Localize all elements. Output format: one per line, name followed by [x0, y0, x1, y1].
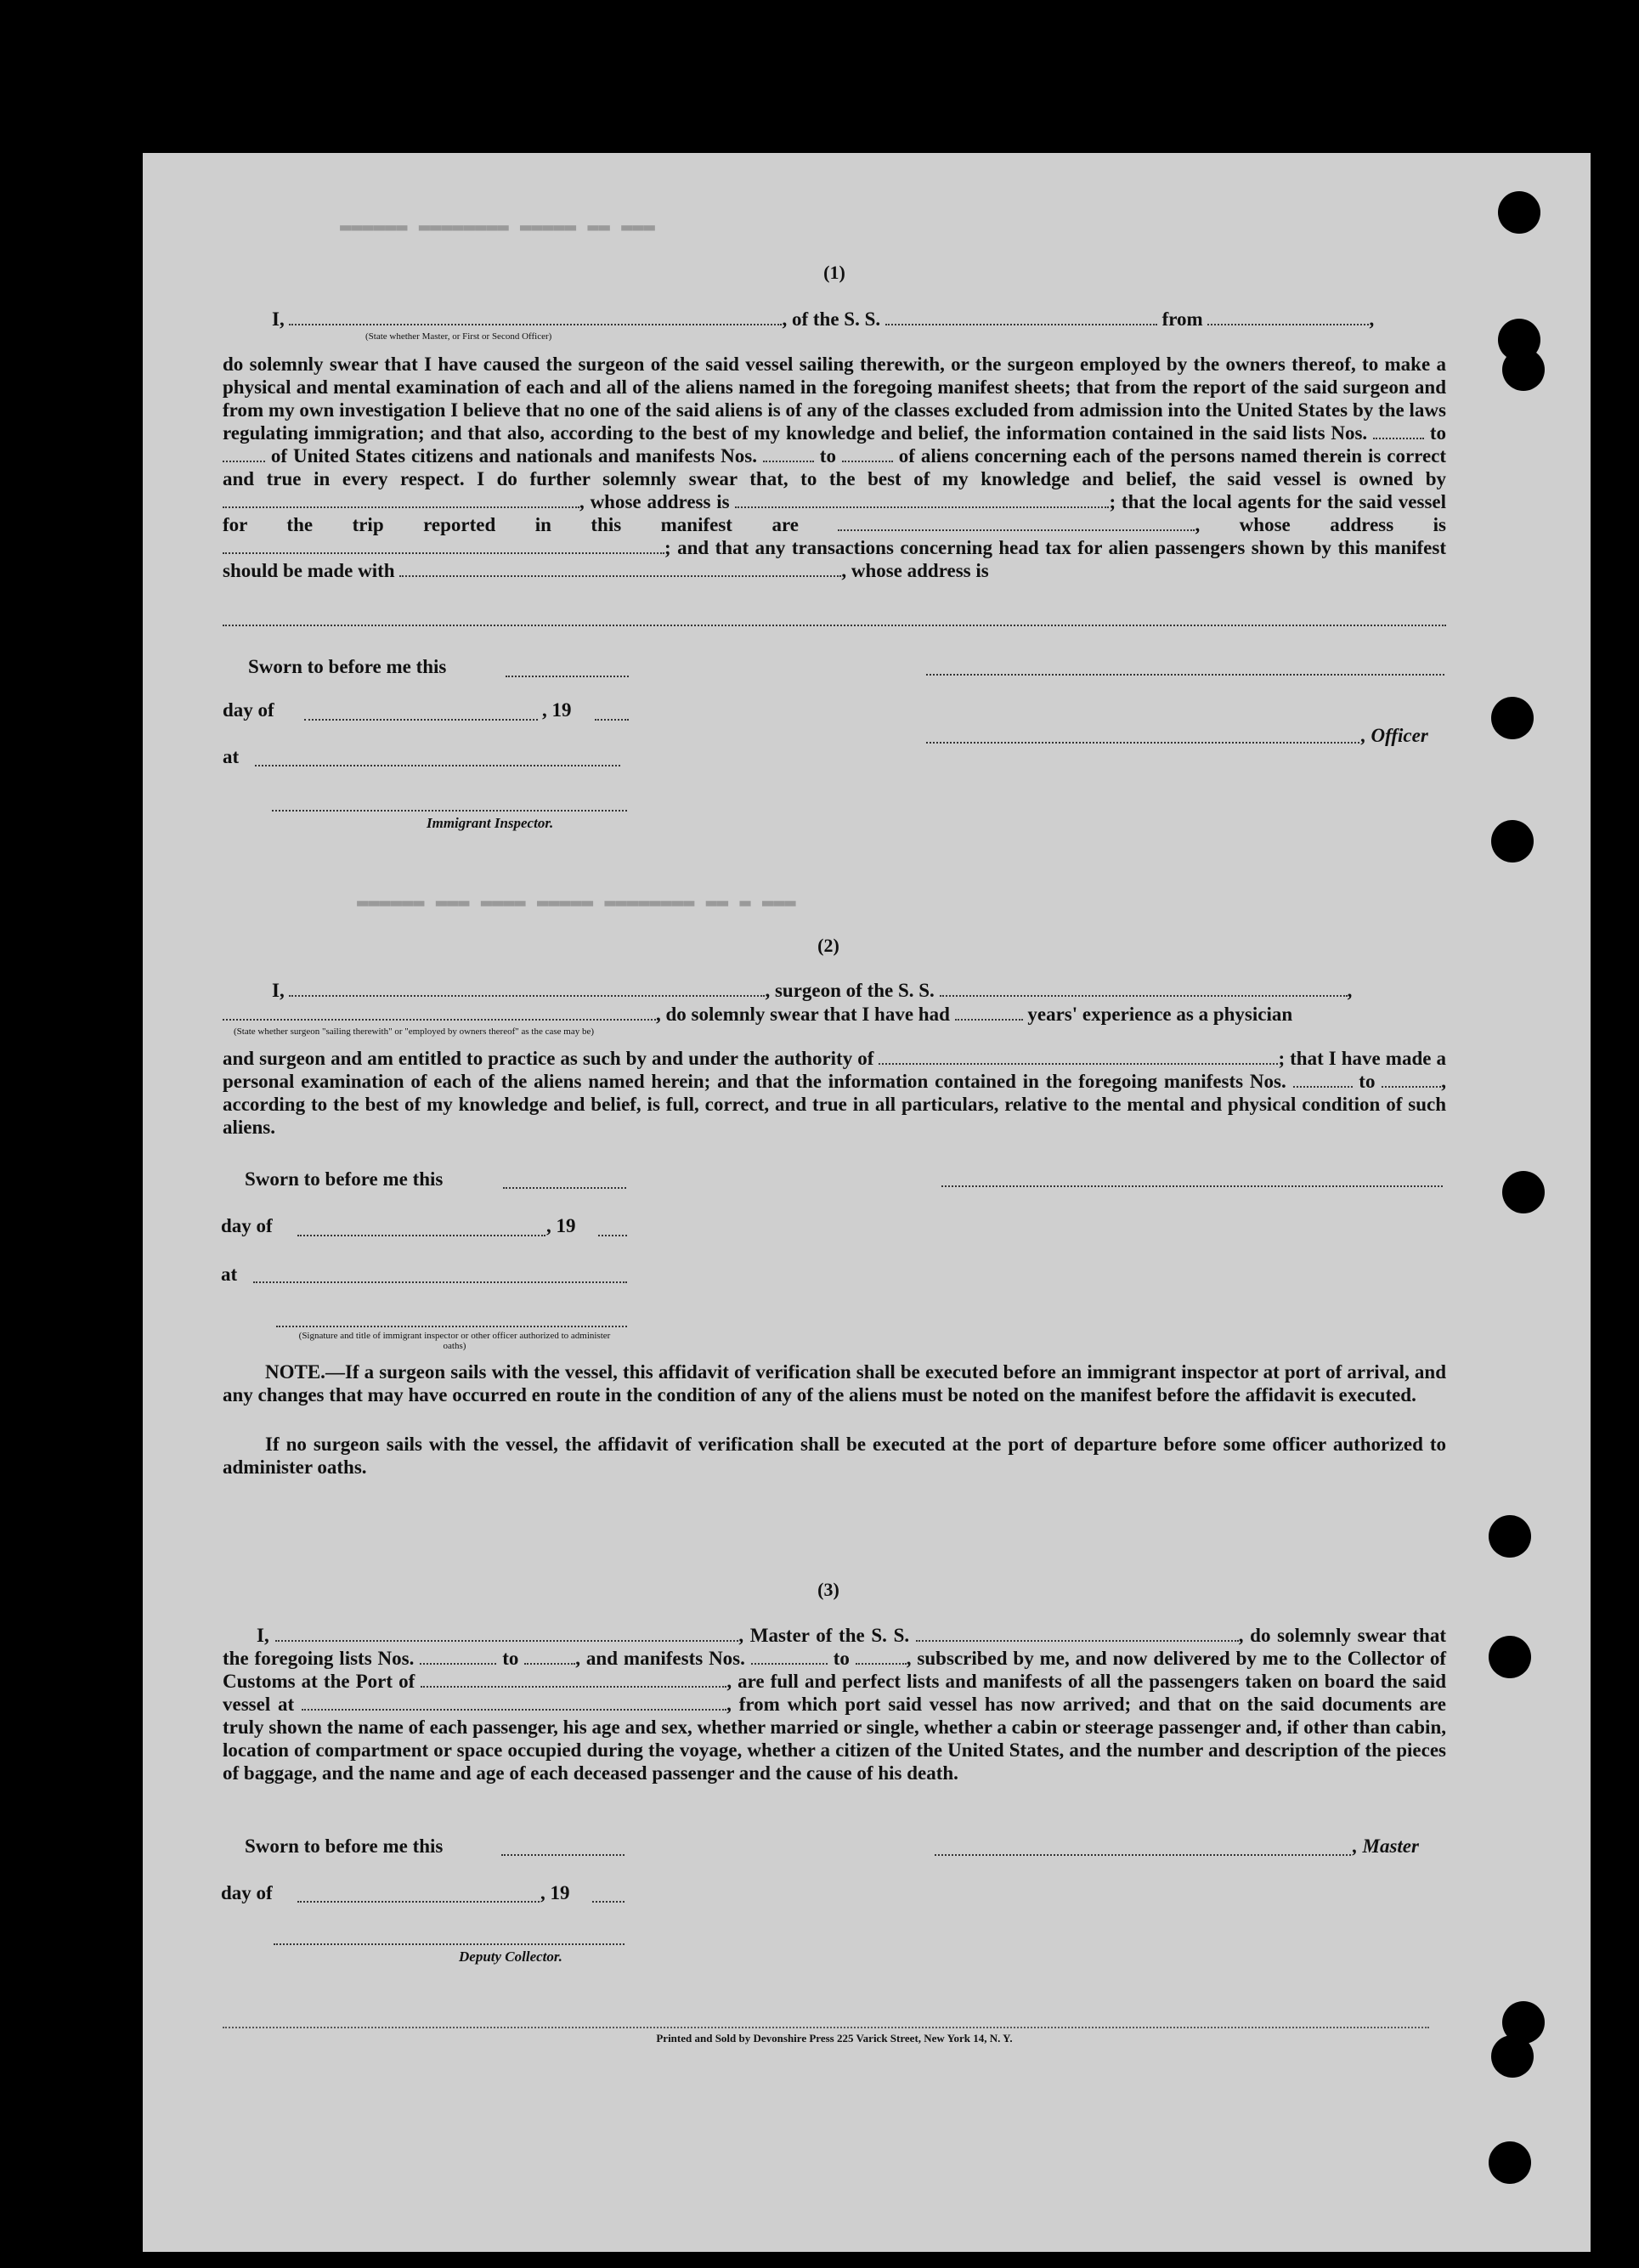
s3-lists-from-field[interactable]	[420, 1649, 496, 1665]
section1-inspector-line[interactable]	[272, 810, 627, 812]
s3-manifests-from-field[interactable]	[751, 1649, 828, 1665]
s2-manifests-from-field[interactable]	[1293, 1072, 1353, 1088]
section1-day: day of	[223, 699, 274, 721]
s3-manifests-to-field[interactable]	[856, 1649, 907, 1665]
punch-hole-icon	[1491, 820, 1534, 863]
section2-line1: I, , surgeon of the S. S. ,	[272, 980, 1353, 1001]
s3-master-name-field[interactable]	[275, 1626, 738, 1642]
section1-officer-label: , Officer	[1361, 725, 1428, 746]
experience-years-field[interactable]	[955, 1005, 1023, 1021]
owner-address-field[interactable]	[735, 493, 1109, 508]
punch-hole-icon	[1491, 697, 1534, 739]
surgeon-name-field[interactable]	[289, 981, 765, 997]
section1-body: do solemnly swear that I have caused the surgeon of the said vessel sailing therewith, or the surgeon employed by the owners thereof, to make a physical and mental examination of each and all of the aliens named in the foregoing manifest sheets; that from the report of the said surgeon and from my own investigation I believe that no one of the said aliens is of any of the classes excluded from admission into the United States by the laws regulating immigration; and that also, according to the best of my knowledge and belief, the information contained in the said lists Nos. to of United States citizens and nationals and manifests Nos. to of aliens concerning each of the persons named therein is correct and true in every respect. I do further solemnly swear that, to the best of my knowledge and belief, the said vessel is owned by , whose address is ; that the local agents for the said vessel for the trip reported in this manifest are , whose address is ; and that any transactions concerning head tax for alien passengers shown by this manifest should be made with , whose address is	[223, 353, 1447, 581]
section1-day-line[interactable]	[304, 719, 538, 721]
section3-collector-line[interactable]	[274, 1943, 625, 1945]
port-from-field[interactable]	[1207, 310, 1369, 325]
section3-master-label: , Master	[1353, 1835, 1419, 1857]
section1-at-line[interactable]	[255, 765, 620, 766]
section2-day: day of	[221, 1215, 273, 1236]
section3-year: , 19	[540, 1882, 570, 1903]
section1-from-label: from	[1161, 308, 1203, 330]
section2-year-line[interactable]	[598, 1235, 627, 1236]
section3-collector-caption: Deputy Collector.	[459, 1948, 562, 1965]
section3-year-line[interactable]	[592, 1901, 625, 1903]
master-name-field[interactable]	[289, 310, 782, 325]
section1-sworn: Sworn to before me this	[248, 656, 447, 677]
punch-hole-icon	[1502, 1171, 1545, 1213]
section2-day-line[interactable]	[297, 1235, 545, 1236]
vessel-name-field[interactable]	[885, 310, 1157, 325]
section2-line2: , do solemnly swear that I have had years' experience as a physician	[223, 1004, 1292, 1026]
punch-hole-icon	[1489, 1515, 1531, 1558]
punch-hole-icon	[1498, 191, 1540, 234]
section3-day: day of	[221, 1882, 273, 1903]
section2-signature-line[interactable]	[941, 1185, 1443, 1187]
section1-at: at	[223, 746, 240, 767]
section1-officer-top-line[interactable]	[926, 674, 1444, 676]
agents-address-field[interactable]	[223, 539, 664, 554]
lists-from-field[interactable]	[1373, 424, 1424, 439]
section3-sworn: Sworn to before me this	[245, 1835, 444, 1857]
printer-imprint: Printed and Sold by Devonshire Press 225 Varick Street, New York 14, N. Y.	[656, 2032, 1013, 2045]
section3-master-line[interactable]	[935, 1854, 1351, 1856]
footer-rule	[223, 2027, 1429, 2028]
section1-heading: (1)	[823, 262, 845, 283]
section2-at: at	[221, 1264, 238, 1285]
section2-body: and surgeon and am entitled to practice as such by and under the authority of ; that I have made a personal examination of each of the aliens named herein; and that the information contained in the foregoing manifests Nos. to , according to the best of my knowledge and belief, is full, correct, and true in all particulars, relative to the mental and physical condition of such aliens.	[223, 1048, 1447, 1138]
section2-surgeon-caption: (State whether surgeon "sailing therewith" or "employed by owners thereof" as the case may be)	[234, 1027, 595, 1037]
section2-heading: (2)	[817, 935, 839, 956]
section1-vessel-label: , of the S. S.	[782, 308, 881, 330]
lists-to-field[interactable]	[223, 447, 265, 462]
section1-rank-caption: (State whether Master, or First or Second Officer)	[365, 331, 552, 342]
section1-line1: I, , of the S. S. from ,	[272, 308, 1375, 330]
head-tax-party-field[interactable]	[399, 562, 841, 577]
section3-heading: (3)	[817, 1579, 839, 1600]
section1-officer-line[interactable]	[926, 742, 1359, 744]
bleed-through-decoration: ▬▬▬ ▬▬ ▬▬▬▬▬ ▬▬▬▬▬▬▬▬ ▬▬▬▬▬▬	[340, 217, 655, 238]
section2-year: , 19	[546, 1215, 576, 1236]
authority-field[interactable]	[879, 1049, 1278, 1065]
section3-sworn-line[interactable]	[501, 1854, 625, 1856]
section3-body: I, , Master of the S. S. , do solemnly swear that the foregoing lists Nos. to , and manifests Nos. to , subscribed by me, and now delivered by me to the Collector of Customs at the Port of , are full and perfect lists and manifests of all the passengers taken on board the said vessel at , from which port said vessel has now arrived; and that on the said documents are truly shown the name of each passenger, his age and sex, whether married or single, whether a cabin or steerage passenger and, if other than cabin, location of compartment or space occupied during the voyage, whether a citizen of the United States, and the number and description of the pieces of baggage, and the name and age of each deceased passenger and the cause of his death.	[223, 1625, 1447, 1784]
section2-at-line[interactable]	[253, 1281, 627, 1283]
section3-day-line[interactable]	[297, 1901, 540, 1903]
section1-year: , 19	[542, 699, 572, 721]
punch-hole-icon	[1489, 1636, 1531, 1678]
head-tax-address-line[interactable]	[223, 625, 1446, 626]
local-agents-field[interactable]	[838, 516, 1195, 531]
section2-inspector-line[interactable]	[276, 1326, 627, 1327]
section1-inspector-caption: Immigrant Inspector.	[427, 815, 554, 831]
bleed-through-decoration: ▬▬▬ ▬ ▬▬ ▬▬▬▬▬▬▬▬ ▬▬▬▬▬ ▬▬▬▬ ▬▬▬ ▬▬▬▬▬▬	[357, 892, 796, 913]
section1-i: I,	[272, 308, 285, 330]
s2-manifests-to-field[interactable]	[1382, 1072, 1441, 1088]
s3-lists-to-field[interactable]	[524, 1649, 575, 1665]
owner-field[interactable]	[223, 493, 579, 508]
section2-sworn-line[interactable]	[503, 1187, 626, 1189]
manifests-to-field[interactable]	[842, 447, 893, 462]
section1-year-line[interactable]	[595, 719, 629, 721]
manifests-from-field[interactable]	[763, 447, 814, 462]
section2-note: NOTE.—If a surgeon sails with the vessel, this affidavit of verification shall be executed before an immigrant inspector at port of arrival, and any changes that may have occurred en route in the condition of any of the aliens must be noted on the manifest before the affidavit is executed.	[223, 1361, 1446, 1405]
punch-hole-icon	[1502, 348, 1545, 391]
section2-sworn: Sworn to before me this	[245, 1168, 444, 1190]
section1-sworn-line[interactable]	[506, 676, 629, 677]
surgeon-vessel-field[interactable]	[940, 981, 1348, 997]
s3-vessel-field[interactable]	[916, 1626, 1239, 1642]
s3-embark-port-field[interactable]	[302, 1695, 726, 1711]
punch-hole-icon	[1489, 2141, 1531, 2184]
section2-note2: If no surgeon sails with the vessel, the affidavit of verification shall be executed at the port of departure before some officer authorized to administer oaths.	[223, 1434, 1446, 1478]
s3-port-field[interactable]	[421, 1672, 726, 1688]
note-label: NOTE.	[265, 1361, 325, 1383]
surgeon-type-field[interactable]	[223, 1005, 656, 1021]
section2-signature-caption: (Signature and title of immigrant inspector or other officer authorized to administer oaths)	[298, 1331, 611, 1351]
punch-hole-icon	[1491, 2035, 1534, 2078]
